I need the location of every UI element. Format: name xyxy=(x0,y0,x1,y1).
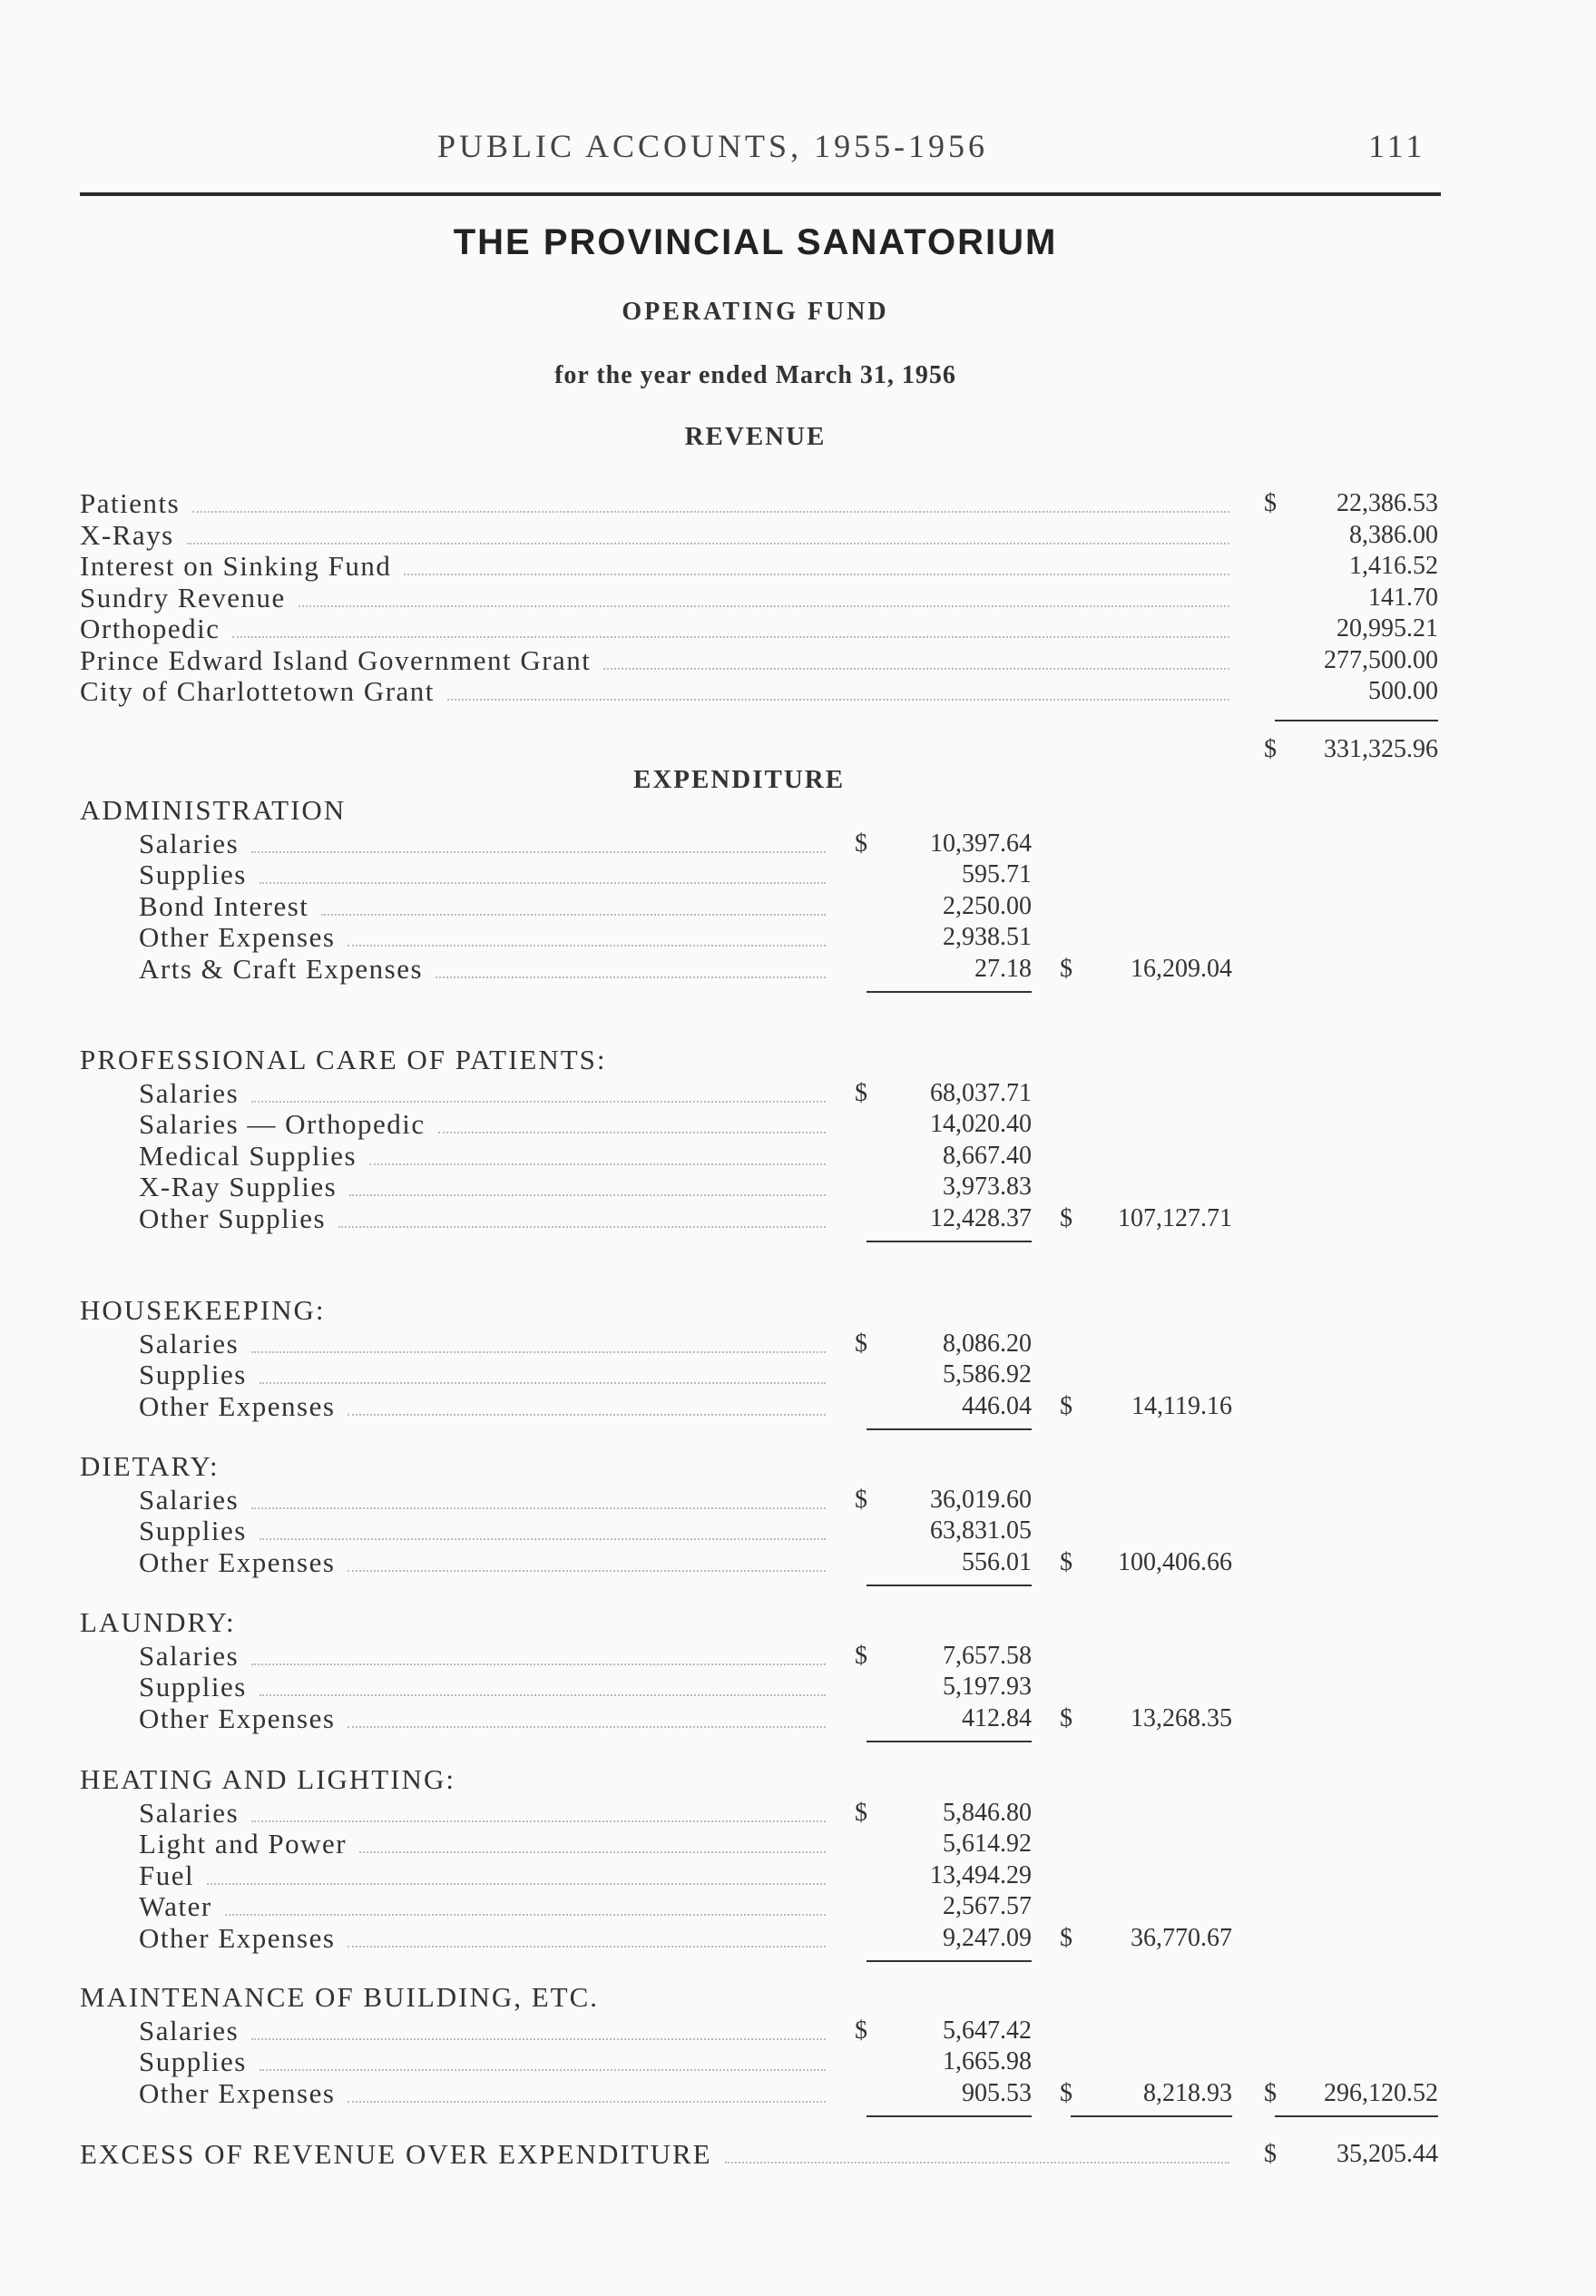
expenditure-item-amount: 5,586.92 xyxy=(943,1360,1032,1388)
expenditure-item-label: Salaries xyxy=(139,1484,240,1516)
expenditure-category-heading: HOUSEKEEPING: xyxy=(80,1294,326,1326)
revenue-item-amount: 500.00 xyxy=(1368,677,1438,705)
revenue-item-label: Prince Edward Island Government Grant xyxy=(80,644,592,676)
category-sum-rule xyxy=(867,1241,1032,1242)
dot-leader xyxy=(725,2162,1229,2164)
subtotal-rule xyxy=(1071,2115,1232,2117)
expenditure-item-amount: 63,831.05 xyxy=(930,1516,1032,1545)
dot-leader xyxy=(259,1382,826,1384)
period-line: for the year ended March 31, 1956 xyxy=(554,361,956,389)
revenue-row xyxy=(0,487,1596,519)
expenditure-item-label: X-Ray Supplies xyxy=(139,1171,338,1202)
category-sum-rule xyxy=(867,1960,1032,1962)
dot-leader xyxy=(225,1914,826,1916)
expenditure-subtotal-amount: 8,218.93 xyxy=(1143,2079,1232,2107)
expenditure-subtotal-currency: $ xyxy=(1060,2079,1072,2107)
expenditure-item-amount: 5,846.80 xyxy=(943,1799,1032,1827)
expenditure-category-heading: PROFESSIONAL CARE OF PATIENTS: xyxy=(80,1044,607,1075)
revenue-heading: REVENUE xyxy=(684,422,827,451)
excess-row xyxy=(0,2138,1596,2170)
expenditure-item-amount: 10,397.64 xyxy=(930,829,1032,858)
expenditure-subtotal-currency: $ xyxy=(1060,1392,1072,1420)
expenditure-item-currency: $ xyxy=(855,1079,867,1107)
expenditure-row xyxy=(0,1702,1596,1734)
expenditure-row xyxy=(0,1671,1596,1702)
expenditure-item-amount: 9,247.09 xyxy=(943,1924,1032,1952)
expenditure-item-label: Other Expenses xyxy=(139,2077,336,2109)
revenue-row xyxy=(0,613,1596,644)
expenditure-item-currency: $ xyxy=(855,1330,867,1358)
dot-leader xyxy=(259,882,826,884)
expenditure-item-label: Supplies xyxy=(139,1671,247,1702)
expenditure-row xyxy=(0,890,1596,922)
expenditure-row xyxy=(0,1077,1596,1109)
expenditure-item-amount: 7,657.58 xyxy=(943,1642,1032,1670)
expenditure-item-currency: $ xyxy=(855,829,867,858)
category-sum-rule xyxy=(867,991,1032,993)
dot-leader xyxy=(349,1194,826,1196)
dot-leader xyxy=(251,1820,826,1822)
dot-leader xyxy=(321,914,826,916)
page-title: THE PROVINCIAL SANATORIUM xyxy=(453,222,1058,262)
dot-leader xyxy=(251,1507,826,1509)
revenue-total-row xyxy=(0,733,1596,765)
expenditure-item-amount: 68,037.71 xyxy=(930,1079,1032,1107)
expenditure-item-label: Arts & Craft Expenses xyxy=(139,953,424,985)
expenditure-row xyxy=(0,1890,1596,1922)
expenditure-subtotal-amount: 16,209.04 xyxy=(1131,955,1232,983)
excess-label: EXCESS OF REVENUE OVER EXPENDITURE xyxy=(80,2138,712,2170)
expenditure-row xyxy=(0,1359,1596,1390)
expenditure-item-label: Supplies xyxy=(139,1359,247,1390)
expenditure-heading: EXPENDITURE xyxy=(633,765,846,794)
revenue-item-currency: $ xyxy=(1264,489,1277,517)
revenue-row xyxy=(0,519,1596,551)
expenditure-item-amount: 14,020.40 xyxy=(930,1110,1032,1138)
revenue-item-amount: 1,416.52 xyxy=(1349,552,1438,580)
expenditure-subtotal-currency: $ xyxy=(1060,1704,1072,1732)
expenditure-category-heading: DIETARY: xyxy=(80,1450,220,1482)
category-sum-rule xyxy=(867,1585,1032,1586)
expenditure-item-label: Salaries xyxy=(139,828,240,859)
expenditure-item-amount: 556.01 xyxy=(962,1548,1032,1576)
expenditure-item-currency: $ xyxy=(855,2016,867,2045)
expenditure-subtotal-currency: $ xyxy=(1060,1204,1072,1232)
expenditure-item-label: Other Expenses xyxy=(139,1390,336,1422)
expenditure-item-amount: 412.84 xyxy=(962,1704,1032,1732)
expenditure-item-amount: 595.71 xyxy=(962,860,1032,888)
expenditure-item-amount: 2,250.00 xyxy=(943,892,1032,920)
expenditure-subtotal-amount: 13,268.35 xyxy=(1131,1704,1232,1732)
dot-leader xyxy=(251,1101,826,1103)
dot-leader xyxy=(348,1570,826,1572)
dot-leader xyxy=(447,699,1229,701)
revenue-row xyxy=(0,582,1596,613)
total-rule xyxy=(1275,2115,1438,2117)
expenditure-item-label: Supplies xyxy=(139,859,247,890)
dot-leader xyxy=(404,574,1229,575)
expenditure-item-amount: 13,494.29 xyxy=(930,1861,1032,1889)
dot-leader xyxy=(438,1132,826,1133)
expenditure-item-amount: 27.18 xyxy=(974,955,1032,983)
expenditure-item-label: Salaries — Orthopedic xyxy=(139,1108,426,1140)
dot-leader xyxy=(259,2069,826,2071)
expenditure-subtotal-currency: $ xyxy=(1060,1548,1072,1576)
expenditure-total-amount: 296,120.52 xyxy=(1324,2079,1438,2107)
dot-leader xyxy=(603,668,1229,670)
expenditure-item-label: Salaries xyxy=(139,2015,240,2046)
dot-leader xyxy=(251,2038,826,2040)
expenditure-item-amount: 2,567.57 xyxy=(943,1892,1032,1920)
dot-leader xyxy=(259,1538,826,1540)
revenue-row xyxy=(0,550,1596,582)
expenditure-total-currency: $ xyxy=(1264,2079,1277,2107)
expenditure-item-label: Bond Interest xyxy=(139,890,309,922)
revenue-item-amount: 20,995.21 xyxy=(1337,614,1438,643)
dot-leader xyxy=(192,511,1229,513)
expenditure-row xyxy=(0,2077,1596,2109)
expenditure-item-amount: 12,428.37 xyxy=(930,1204,1032,1232)
dot-leader xyxy=(251,1663,826,1665)
expenditure-item-currency: $ xyxy=(855,1799,867,1827)
dot-leader xyxy=(436,976,826,978)
expenditure-item-label: Salaries xyxy=(139,1077,240,1109)
expenditure-item-amount: 3,973.83 xyxy=(943,1173,1032,1201)
expenditure-row xyxy=(0,1484,1596,1516)
expenditure-category-heading: HEATING AND LIGHTING: xyxy=(80,1763,455,1795)
expenditure-row xyxy=(0,953,1596,985)
expenditure-item-amount: 1,665.98 xyxy=(943,2047,1032,2075)
expenditure-item-currency: $ xyxy=(855,1642,867,1670)
page-number: 111 xyxy=(1368,128,1426,164)
expenditure-row xyxy=(0,1328,1596,1359)
fund-subtitle: OPERATING FUND xyxy=(622,298,889,326)
dot-leader xyxy=(251,1351,826,1353)
revenue-total-currency: $ xyxy=(1264,735,1277,763)
expenditure-item-amount: 5,614.92 xyxy=(943,1830,1032,1858)
dot-leader xyxy=(232,636,1229,638)
dot-leader xyxy=(348,2101,826,2103)
expenditure-row xyxy=(0,1859,1596,1891)
expenditure-subtotal-currency: $ xyxy=(1060,1924,1072,1952)
expenditure-item-label: Other Expenses xyxy=(139,1922,336,1954)
dot-leader xyxy=(187,543,1229,545)
expenditure-row xyxy=(0,2015,1596,2046)
dot-leader xyxy=(348,1946,826,1948)
expenditure-item-label: Other Supplies xyxy=(139,1202,327,1234)
expenditure-item-amount: 5,647.42 xyxy=(943,2016,1032,2045)
dot-leader xyxy=(259,1694,826,1696)
expenditure-category-heading: ADMINISTRATION xyxy=(80,794,347,826)
expenditure-item-amount: 2,938.51 xyxy=(943,923,1032,951)
expenditure-item-amount: 8,086.20 xyxy=(943,1330,1032,1358)
category-sum-rule xyxy=(867,1428,1032,1430)
expenditure-item-amount: 36,019.60 xyxy=(930,1486,1032,1514)
excess-amount: 35,205.44 xyxy=(1337,2140,1438,2168)
expenditure-item-label: Water xyxy=(139,1890,212,1922)
revenue-row xyxy=(0,644,1596,676)
expenditure-row xyxy=(0,1797,1596,1829)
expenditure-item-label: Medical Supplies xyxy=(139,1140,357,1172)
dot-leader xyxy=(338,1226,826,1228)
revenue-total-amount: 331,325.96 xyxy=(1324,735,1438,763)
expenditure-item-label: Salaries xyxy=(139,1797,240,1829)
expenditure-item-amount: 8,667.40 xyxy=(943,1142,1032,1170)
expenditure-row xyxy=(0,1390,1596,1422)
expenditure-row xyxy=(0,1515,1596,1546)
revenue-total-rule xyxy=(1275,720,1438,721)
expenditure-row xyxy=(0,859,1596,890)
expenditure-subtotal-amount: 107,127.71 xyxy=(1118,1204,1232,1232)
expenditure-row xyxy=(0,1171,1596,1202)
expenditure-category-heading: LAUNDRY: xyxy=(80,1606,236,1638)
dot-leader xyxy=(348,945,826,947)
expenditure-row xyxy=(0,1140,1596,1172)
revenue-item-amount: 141.70 xyxy=(1368,584,1438,612)
revenue-item-amount: 22,386.53 xyxy=(1337,489,1438,517)
expenditure-item-label: Salaries xyxy=(139,1328,240,1359)
expenditure-row xyxy=(0,1202,1596,1234)
category-sum-rule xyxy=(867,2115,1032,2117)
expenditure-item-label: Other Expenses xyxy=(139,921,336,953)
expenditure-subtotal-amount: 14,119.16 xyxy=(1131,1392,1232,1420)
expenditure-item-currency: $ xyxy=(855,1486,867,1514)
revenue-item-label: Sundry Revenue xyxy=(80,582,286,613)
revenue-item-amount: 277,500.00 xyxy=(1324,646,1438,674)
expenditure-subtotal-amount: 100,406.66 xyxy=(1118,1548,1232,1576)
expenditure-subtotal-currency: $ xyxy=(1060,955,1072,983)
expenditure-category-heading: MAINTENANCE OF BUILDING, ETC. xyxy=(80,1981,600,2013)
dot-leader xyxy=(207,1883,826,1885)
expenditure-item-label: Supplies xyxy=(139,2046,247,2077)
expenditure-row xyxy=(0,1640,1596,1672)
excess-currency: $ xyxy=(1264,2140,1277,2168)
revenue-row xyxy=(0,675,1596,707)
expenditure-row xyxy=(0,921,1596,953)
expenditure-item-label: Other Expenses xyxy=(139,1546,336,1578)
expenditure-item-label: Supplies xyxy=(139,1515,247,1546)
dot-leader xyxy=(369,1163,826,1165)
revenue-item-amount: 8,386.00 xyxy=(1349,521,1438,549)
expenditure-item-amount: 446.04 xyxy=(962,1392,1032,1420)
category-sum-rule xyxy=(867,1741,1032,1742)
expenditure-item-amount: 5,197.93 xyxy=(943,1673,1032,1701)
expenditure-item-label: Light and Power xyxy=(139,1828,348,1859)
expenditure-item-label: Fuel xyxy=(139,1859,195,1891)
dot-leader xyxy=(348,1726,826,1728)
expenditure-subtotal-amount: 36,770.67 xyxy=(1131,1924,1232,1952)
expenditure-item-label: Salaries xyxy=(139,1640,240,1672)
expenditure-row xyxy=(0,828,1596,859)
dot-leader xyxy=(251,851,826,853)
expenditure-row xyxy=(0,1922,1596,1954)
dot-leader xyxy=(299,605,1229,607)
revenue-item-label: Patients xyxy=(80,487,181,519)
expenditure-row xyxy=(0,1108,1596,1140)
dot-leader xyxy=(359,1851,826,1853)
expenditure-row xyxy=(0,2046,1596,2077)
revenue-item-label: X-Rays xyxy=(80,519,174,551)
revenue-item-label: City of Charlottetown Grant xyxy=(80,675,435,707)
expenditure-item-label: Other Expenses xyxy=(139,1702,336,1734)
dot-leader xyxy=(348,1414,826,1416)
expenditure-row xyxy=(0,1828,1596,1859)
header-rule xyxy=(80,192,1441,196)
expenditure-item-amount: 905.53 xyxy=(962,2079,1032,2107)
revenue-item-label: Orthopedic xyxy=(80,613,220,644)
revenue-item-label: Interest on Sinking Fund xyxy=(80,550,392,582)
expenditure-row xyxy=(0,1546,1596,1578)
running-title: PUBLIC ACCOUNTS, 1955-1956 xyxy=(437,128,989,164)
